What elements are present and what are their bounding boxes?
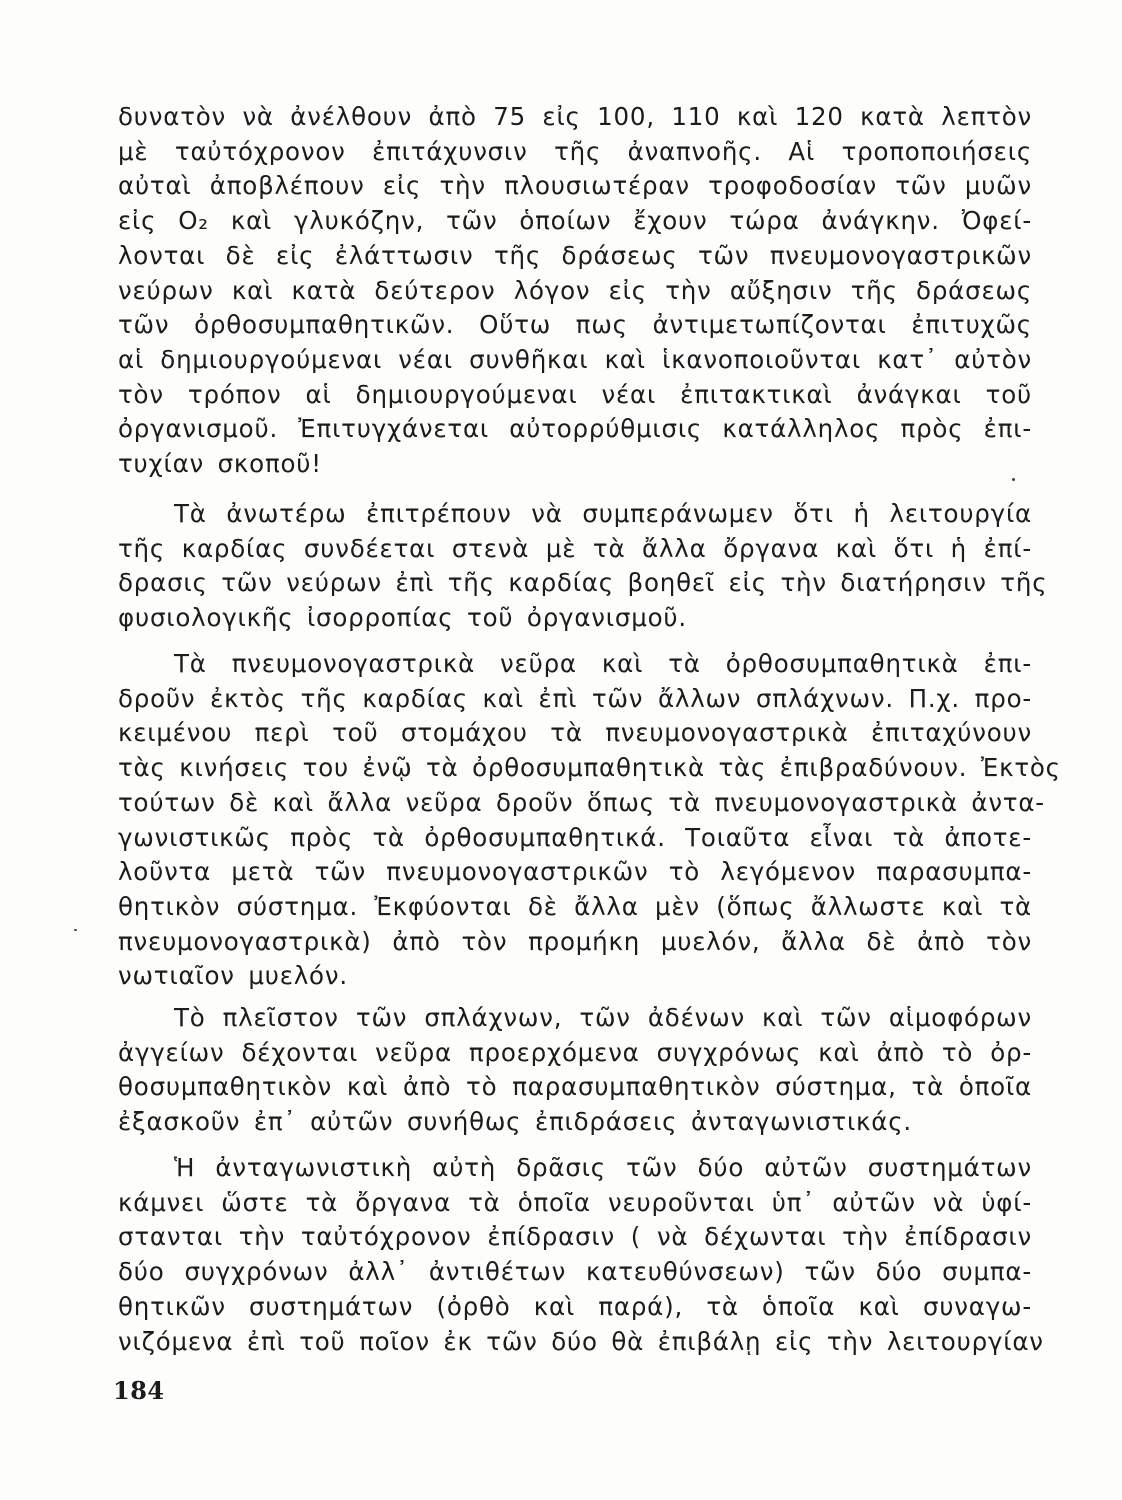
text-line: τυχίαν σκοποῦ! bbox=[118, 449, 322, 479]
text-line: στανται τὴν ταὐτόχρονον ἐπίδρασιν ( νὰ δέχωνται τὴν ἐπίδρασιν bbox=[118, 1222, 1032, 1252]
scan-speck bbox=[1012, 478, 1015, 481]
text-line: ἐξασκοῦν ἐπ᾽ αὐτῶν συνήθως ἐπιδράσεις ἀνταγωνιστικάς. bbox=[118, 1107, 913, 1137]
text-line: νιζόμενα ἐπὶ τοῦ ποῖον ἐκ τῶν δύο θὰ ἐπιβάλῃ εἰς τὴν λειτουργίαν bbox=[118, 1326, 1044, 1356]
text-line: πνευμονογαστρικὰ) ἀπὸ τὸν προμήκη μυελόν, ἄλλα δὲ ἀπὸ τὸν bbox=[118, 926, 1032, 956]
text-line: Τὸ πλεῖστον τῶν σπλάχνων, τῶν ἀδένων καὶ τῶν αἱμοφόρων bbox=[174, 1003, 1032, 1032]
text-line: Τὰ πνευμονογαστρικὰ νεῦρα καὶ τὰ ὀρθοσυμπαθητικὰ ἐπι- bbox=[174, 649, 1032, 678]
text-line: κειμένου περὶ τοῦ στομάχου τὰ πνευμονογαστρικὰ ἐπιταχύνουν bbox=[118, 718, 1032, 748]
text-line: μὲ ταὐτόχρονον ἐπιτάχυνσιν τῆς ἀναπνοῆς. Αἱ τροποποιήσεις bbox=[118, 136, 1032, 166]
text-line: τούτων δὲ καὶ ἄλλα νεῦρα δροῦν ὅπως τὰ πνευμονογαστρικὰ ἀντα- bbox=[118, 787, 1045, 817]
text-line: τῶν ὀρθοσυμπαθητικῶν. Οὕτω πως ἀντιμετωπίζονται ἐπιτυχῶς bbox=[118, 310, 1032, 340]
text-line: εἰς O₂ καὶ γλυκόζην, τῶν ὁποίων ἔχουν τώρα ἀνάγκην. Ὀφεί- bbox=[118, 206, 1032, 236]
page-number: 184 bbox=[113, 1376, 165, 1405]
text-line: γωνιστικῶς πρὸς τὰ ὀρθοσυμπαθητικά. Τοιαῦτα εἶναι τὰ ἀποτε- bbox=[118, 822, 1032, 852]
text-line: τὰς κινήσεις του ἐνῷ τὰ ὀρθοσυμπαθητικὰ τὰς ἐπιβραδύνουν. Ἐκτὸς bbox=[118, 753, 1061, 783]
text-line: τὸν τρόπον αἱ δημιουργούμεναι νέαι ἐπιτακτικαὶ ἀνάγκαι τοῦ bbox=[118, 379, 1032, 409]
text-line: θοσυμπαθητικὸν καὶ ἀπὸ τὸ παρασυμπαθητικὸν σύστημα, τὰ ὁποῖα bbox=[118, 1072, 1032, 1102]
paragraph-2 bbox=[118, 497, 1048, 636]
paragraph-4 bbox=[118, 1001, 1032, 1140]
paragraph-3 bbox=[118, 647, 1061, 994]
text-line: λοῦντα μετὰ τῶν πνευμονογαστρικῶν τὸ λεγόμενον παρασυμπα- bbox=[118, 857, 1032, 887]
text-line: δροῦν ἐκτὸς τῆς καρδίας καὶ ἐπὶ τῶν ἄλλων σπλάχνων. Π.χ. προ- bbox=[118, 683, 1032, 713]
text-line: Τὰ ἀνωτέρω ἐπιτρέπουν νὰ συμπεράνωμεν ὅτι ἡ λειτουργία bbox=[174, 499, 1032, 528]
text-line: δυνατὸν νὰ ἀνέλθουν ἀπὸ 75 εἰς 100, 110 καὶ 120 κατὰ λεπτὸν bbox=[118, 102, 1032, 131]
text-line: Ἡ ἀνταγωνιστικὴ αὐτὴ δρᾶσις τῶν δύο αὐτῶν συστημάτων bbox=[174, 1153, 1032, 1182]
text-line: κάμνει ὥστε τὰ ὄργανα τὰ ὁποῖα νευροῦνται ὑπ᾽ αὐτῶν νὰ ὑφί- bbox=[118, 1187, 1032, 1217]
text-line: θητικῶν συστημάτων (ὀρθὸ καὶ παρά), τὰ ὁποῖα καὶ συναγω- bbox=[118, 1291, 1032, 1321]
text-line: ὀργανισμοῦ. Ἐπιτυγχάνεται αὐτορρύθμισις κατάλληλος πρὸς ἐπι- bbox=[118, 414, 1032, 444]
text-line: φυσιολογικῆς ἰσορροπίας τοῦ ὀργανισμοῦ. bbox=[118, 603, 687, 633]
text-line: αἱ δημιουργούμεναι νέαι συνθῆκαι καὶ ἱκανοποιοῦνται κατ᾽ αὐτὸν bbox=[118, 344, 1032, 374]
text-line: δύο συγχρόνων ἀλλ᾽ ἀντιθέτων κατευθύνσεων) τῶν δύο συμπα- bbox=[118, 1257, 1032, 1287]
text-line: νεύρων καὶ κατὰ δεύτερον λόγον εἰς τὴν αὔξησιν τῆς δράσεως bbox=[118, 275, 1032, 305]
text-line: τῆς καρδίας συνδέεται στενὰ μὲ τὰ ἄλλα ὄργανα καὶ ὅτι ἡ ἐπί- bbox=[118, 533, 1032, 563]
text-line: λονται δὲ εἰς ἐλάττωσιν τῆς δράσεως τῶν πνευμονογαστρικῶν bbox=[118, 240, 1032, 270]
text-line: νωτιαῖον μυελόν. bbox=[118, 961, 348, 991]
text-line: αὐταὶ ἀποβλέπουν εἰς τὴν πλουσιωτέραν τροφοδοσίαν τῶν μυῶν bbox=[118, 171, 1032, 201]
text-line: θητικὸν σύστημα. Ἐκφύονται δὲ ἄλλα μὲν (ὅπως ἄλλωστε καὶ τὰ bbox=[118, 891, 1032, 921]
scan-speck bbox=[74, 929, 77, 931]
paragraph-1 bbox=[118, 100, 1032, 482]
text-line: δρασις τῶν νεύρων ἐπὶ τῆς καρδίας βοηθεῖ εἰς τὴν διατήρησιν τῆς bbox=[118, 568, 1048, 598]
paragraph-5 bbox=[118, 1151, 1044, 1359]
text-line: ἀγγείων δέχονται νεῦρα προερχόμενα συγχρόνως καὶ ἀπὸ τὸ ὀρ- bbox=[118, 1037, 1032, 1067]
